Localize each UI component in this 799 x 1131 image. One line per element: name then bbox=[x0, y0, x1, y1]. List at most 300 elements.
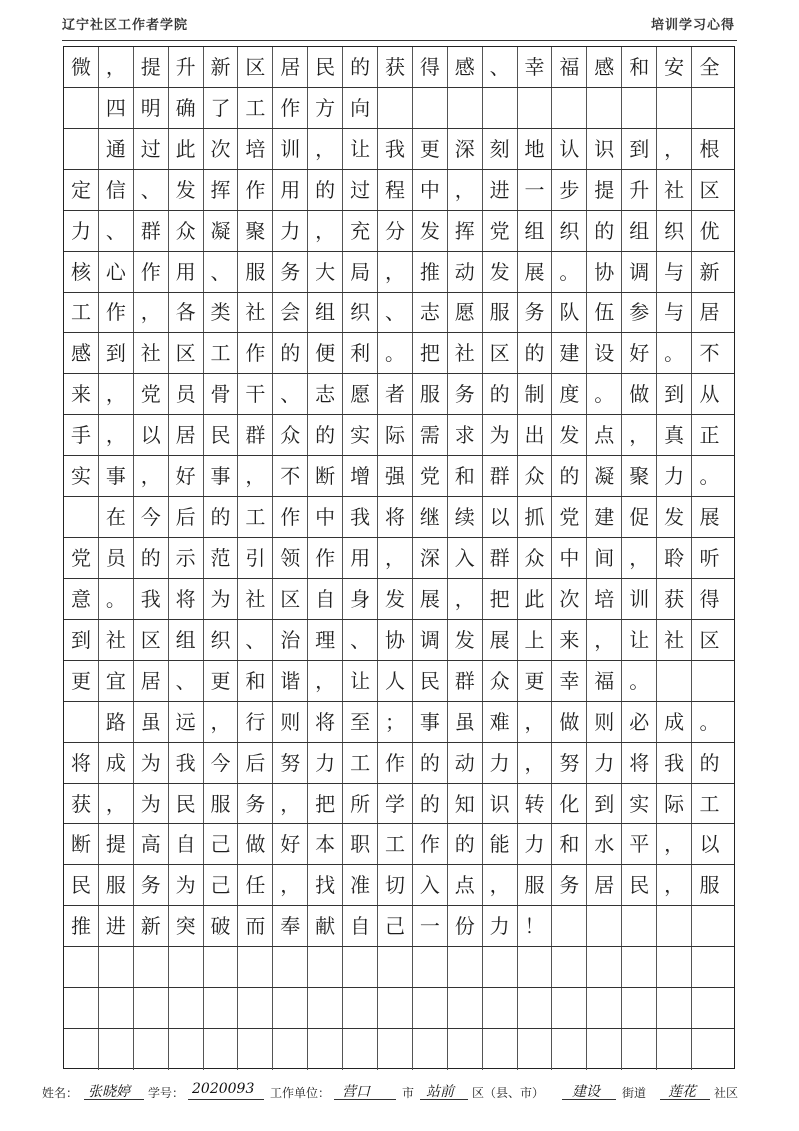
grid-cell: ， bbox=[518, 702, 553, 742]
grid-cell: 宜 bbox=[99, 661, 134, 701]
grid-cell: 全 bbox=[699, 54, 720, 79]
grid-cell: 虽 bbox=[448, 702, 483, 742]
grid-cell: 好 bbox=[622, 333, 657, 373]
grid-row bbox=[64, 579, 734, 620]
grid-cell: 己 bbox=[204, 824, 239, 864]
grid-cell: 群 bbox=[134, 211, 169, 251]
grid-cell: 者 bbox=[378, 374, 413, 414]
grid-cell: 把 bbox=[413, 333, 448, 373]
grid-cell: 化 bbox=[552, 784, 587, 824]
grid-cell: 为 bbox=[134, 743, 169, 783]
city-label: 市 bbox=[402, 1086, 415, 1100]
grid-cell: 程 bbox=[378, 170, 413, 210]
grid-cell: 认 bbox=[552, 129, 587, 169]
grid-cell: 发 bbox=[169, 170, 204, 210]
grid-cell: 点 bbox=[587, 415, 622, 455]
grid-cell: 利 bbox=[343, 333, 378, 373]
grid-cell: 需 bbox=[413, 415, 448, 455]
grid-row bbox=[64, 538, 734, 579]
grid-cell: ， bbox=[378, 538, 413, 578]
grid-cell: 区 bbox=[238, 47, 273, 87]
grid-cell bbox=[413, 988, 448, 1028]
grid-cell: 为 bbox=[134, 784, 169, 824]
grid-cell: 的 bbox=[518, 333, 553, 373]
grid-cell: 聚 bbox=[238, 211, 273, 251]
grid-cell: 幸 bbox=[518, 47, 553, 87]
grid-cell: 后 bbox=[238, 743, 273, 783]
grid-cell: 用 bbox=[343, 538, 378, 578]
grid-row bbox=[64, 333, 734, 374]
grid-cell: ， bbox=[99, 415, 134, 455]
grid-cell: 福 bbox=[552, 47, 587, 87]
grid-cell: 动 bbox=[448, 252, 483, 292]
grid-cell bbox=[99, 988, 134, 1028]
grid-cell: 务 bbox=[552, 865, 587, 905]
grid-cell: 众 bbox=[169, 211, 204, 251]
grid-cell: 的 bbox=[204, 497, 239, 537]
grid-cell: 新 bbox=[204, 47, 239, 87]
grid-cell: 协 bbox=[587, 252, 622, 292]
grid-cell: 把 bbox=[483, 579, 518, 619]
grid-cell: 民 bbox=[622, 865, 657, 905]
grid-cell: 力 bbox=[308, 743, 343, 783]
grid-cell: 民 bbox=[169, 784, 204, 824]
grid-cell: 协 bbox=[378, 620, 413, 660]
grid-row bbox=[64, 824, 734, 865]
grid-cell bbox=[692, 947, 727, 987]
city-underline bbox=[334, 1099, 396, 1100]
grid-cell: ， bbox=[448, 579, 483, 619]
grid-cell: 展 bbox=[413, 579, 448, 619]
grid-cell: 心 bbox=[99, 252, 134, 292]
grid-cell: 发 bbox=[483, 252, 518, 292]
grid-row bbox=[64, 456, 734, 497]
grid-cell bbox=[169, 1029, 204, 1070]
grid-cell: ， bbox=[657, 129, 692, 169]
grid-cell: 训 bbox=[622, 579, 657, 619]
grid-cell: 民 bbox=[204, 415, 239, 455]
grid-cell: 从 bbox=[699, 382, 720, 407]
grid-cell: 、 bbox=[134, 170, 169, 210]
grid-cell: 群 bbox=[238, 415, 273, 455]
grid-cell: 类 bbox=[204, 293, 239, 333]
grid-cell: 我 bbox=[169, 743, 204, 783]
grid-cell: 作 bbox=[238, 333, 273, 373]
grid-cell: 到 bbox=[587, 784, 622, 824]
grid-row bbox=[64, 88, 734, 129]
grid-cell: 凝 bbox=[204, 211, 239, 251]
grid-cell: 谐 bbox=[273, 661, 308, 701]
grid-cell: 的 bbox=[483, 374, 518, 414]
grid-cell: 组 bbox=[622, 211, 657, 251]
grid-cell: 。 bbox=[552, 252, 587, 292]
grid-cell: 区 bbox=[483, 333, 518, 373]
grid-cell: 确 bbox=[169, 88, 204, 128]
grid-cell: 社 bbox=[99, 620, 134, 660]
grid-cell bbox=[657, 88, 692, 128]
grid-cell bbox=[552, 988, 587, 1028]
grid-cell: 点 bbox=[448, 865, 483, 905]
grid-cell: 升 bbox=[169, 47, 204, 87]
grid-cell: 聆 bbox=[657, 538, 692, 578]
grid-cell: 、 bbox=[343, 620, 378, 660]
grid-cell: 了 bbox=[204, 88, 239, 128]
grid-cell: 、 bbox=[169, 661, 204, 701]
grid-cell: 和 bbox=[622, 47, 657, 87]
grid-cell: 挥 bbox=[204, 170, 239, 210]
grid-cell: 次 bbox=[204, 129, 239, 169]
grid-cell: ， bbox=[622, 415, 657, 455]
grid-cell: 区 bbox=[273, 579, 308, 619]
grid-cell: 好 bbox=[169, 456, 204, 496]
grid-cell: 工 bbox=[238, 497, 273, 537]
grid-cell: 众 bbox=[518, 538, 553, 578]
grid-cell: 党 bbox=[552, 497, 587, 537]
grid-cell: 努 bbox=[273, 743, 308, 783]
grid-cell: 力 bbox=[64, 211, 99, 251]
grid-cell: ， bbox=[483, 865, 518, 905]
grid-cell: 更 bbox=[204, 661, 239, 701]
grid-cell bbox=[692, 88, 727, 128]
grid-row bbox=[64, 743, 734, 784]
grid-cell: 促 bbox=[622, 497, 657, 537]
grid-cell: ， bbox=[273, 784, 308, 824]
grid-cell bbox=[657, 661, 692, 701]
grid-cell: 展 bbox=[699, 505, 720, 530]
grid-cell: ， bbox=[378, 252, 413, 292]
grid-cell: 力 bbox=[273, 211, 308, 251]
grid-cell: 感 bbox=[448, 47, 483, 87]
grid-cell: 来 bbox=[64, 374, 99, 414]
grid-cell: 社 bbox=[657, 620, 692, 660]
grid-cell: 、 bbox=[483, 47, 518, 87]
grid-cell: 社 bbox=[657, 170, 692, 210]
grid-cell bbox=[518, 947, 553, 987]
grid-cell: ， bbox=[518, 743, 553, 783]
grid-cell: 事 bbox=[99, 456, 134, 496]
grid-cell: 身 bbox=[343, 579, 378, 619]
grid-cell: 分 bbox=[378, 211, 413, 251]
grid-cell: 和 bbox=[448, 456, 483, 496]
street-label: 街道 bbox=[622, 1086, 647, 1100]
grid-cell: 民 bbox=[64, 865, 99, 905]
grid-cell: 群 bbox=[448, 661, 483, 701]
grid-cell: 上 bbox=[518, 620, 553, 660]
grid-cell: 此 bbox=[518, 579, 553, 619]
grid-row bbox=[64, 374, 734, 415]
unit-label: 工作单位： bbox=[270, 1086, 331, 1100]
grid-cell: 手 bbox=[64, 415, 99, 455]
grid-row bbox=[64, 211, 734, 252]
grid-cell: 组 bbox=[308, 293, 343, 333]
grid-cell bbox=[657, 947, 692, 987]
grid-cell: 而 bbox=[238, 906, 273, 946]
grid-cell: 破 bbox=[204, 906, 239, 946]
grid-cell: 为 bbox=[204, 579, 239, 619]
grid-cell: 的 bbox=[587, 211, 622, 251]
grid-cell: 福 bbox=[587, 661, 622, 701]
grid-cell bbox=[413, 947, 448, 987]
grid-cell: 作 bbox=[273, 497, 308, 537]
grid-cell: 的 bbox=[134, 538, 169, 578]
grid-cell: 识 bbox=[483, 784, 518, 824]
grid-cell: 高 bbox=[134, 824, 169, 864]
grid-row bbox=[64, 661, 734, 702]
grid-cell: 培 bbox=[238, 129, 273, 169]
grid-cell: 发 bbox=[552, 415, 587, 455]
grid-cell: 发 bbox=[657, 497, 692, 537]
grid-cell bbox=[518, 988, 553, 1028]
grid-cell bbox=[587, 988, 622, 1028]
grid-cell: 做 bbox=[552, 702, 587, 742]
grid-cell bbox=[169, 947, 204, 987]
grid-cell: 更 bbox=[518, 661, 553, 701]
grid-cell: 服 bbox=[413, 374, 448, 414]
grid-cell: 今 bbox=[134, 497, 169, 537]
grid-cell: 我 bbox=[657, 743, 692, 783]
grid-cell: 引 bbox=[238, 538, 273, 578]
grid-cell bbox=[587, 947, 622, 987]
grid-cell: 理 bbox=[308, 620, 343, 660]
grid-cell bbox=[134, 947, 169, 987]
grid-cell bbox=[343, 1029, 378, 1070]
grid-cell: 以 bbox=[483, 497, 518, 537]
grid-cell: ！ bbox=[518, 906, 553, 946]
grid-cell bbox=[378, 1029, 413, 1070]
grid-cell: ， bbox=[134, 293, 169, 333]
grid-cell: 正 bbox=[699, 423, 720, 448]
grid-cell bbox=[64, 88, 99, 128]
grid-cell: 更 bbox=[64, 661, 99, 701]
grid-cell: 实 bbox=[622, 784, 657, 824]
essay-grid bbox=[63, 46, 735, 1069]
grid-cell: 提 bbox=[134, 47, 169, 87]
grid-cell: 准 bbox=[343, 865, 378, 905]
grid-cell bbox=[622, 988, 657, 1028]
grid-cell: 到 bbox=[64, 620, 99, 660]
grid-cell: 的 bbox=[273, 333, 308, 373]
grid-cell bbox=[483, 947, 518, 987]
grid-cell: 的 bbox=[343, 47, 378, 87]
grid-cell: 的 bbox=[552, 456, 587, 496]
grid-cell: ， bbox=[99, 784, 134, 824]
grid-cell: 得 bbox=[413, 47, 448, 87]
grid-cell: 居 bbox=[587, 865, 622, 905]
grid-cell: 作 bbox=[238, 170, 273, 210]
grid-cell: 干 bbox=[238, 374, 273, 414]
district-value: 站前 bbox=[426, 1084, 454, 1100]
grid-cell: 。 bbox=[699, 709, 720, 734]
grid-cell: 定 bbox=[64, 170, 99, 210]
grid-row bbox=[64, 497, 734, 538]
grid-cell: 实 bbox=[64, 456, 99, 496]
grid-cell bbox=[692, 661, 727, 701]
grid-cell: 信 bbox=[99, 170, 134, 210]
grid-cell: 将 bbox=[64, 743, 99, 783]
grid-cell: 的 bbox=[448, 824, 483, 864]
grid-cell bbox=[448, 947, 483, 987]
grid-cell: 入 bbox=[413, 865, 448, 905]
grid-cell: 度 bbox=[552, 374, 587, 414]
grid-cell: 织 bbox=[657, 211, 692, 251]
grid-cell: 工 bbox=[64, 293, 99, 333]
grid-cell: 微 bbox=[64, 47, 99, 87]
grid-cell: 中 bbox=[413, 170, 448, 210]
grid-cell: 用 bbox=[273, 170, 308, 210]
grid-cell: 服 bbox=[99, 865, 134, 905]
grid-cell: 作 bbox=[378, 743, 413, 783]
community-value: 莲花 bbox=[668, 1084, 696, 1100]
grid-cell: 服 bbox=[238, 252, 273, 292]
grid-cell: 求 bbox=[448, 415, 483, 455]
grid-cell bbox=[64, 988, 99, 1028]
grid-cell: 群 bbox=[483, 456, 518, 496]
grid-cell: 优 bbox=[699, 218, 720, 243]
grid-cell bbox=[622, 947, 657, 987]
grid-cell: 的 bbox=[308, 170, 343, 210]
grid-cell: 工 bbox=[343, 743, 378, 783]
grid-cell: 居 bbox=[699, 300, 720, 325]
grid-cell bbox=[99, 1029, 134, 1070]
grid-cell bbox=[448, 1029, 483, 1070]
grid-cell: 获 bbox=[378, 47, 413, 87]
grid-cell: 幸 bbox=[552, 661, 587, 701]
grid-cell: 水 bbox=[587, 824, 622, 864]
grid-cell: 志 bbox=[413, 293, 448, 333]
grid-cell: 设 bbox=[587, 333, 622, 373]
grid-cell: 际 bbox=[657, 784, 692, 824]
grid-cell: 安 bbox=[657, 47, 692, 87]
grid-cell: 社 bbox=[134, 333, 169, 373]
grid-cell: 居 bbox=[273, 47, 308, 87]
grid-cell: 进 bbox=[99, 906, 134, 946]
grid-cell: 职 bbox=[343, 824, 378, 864]
grid-cell: 力 bbox=[483, 906, 518, 946]
grid-cell: 切 bbox=[378, 865, 413, 905]
grid-cell: 聚 bbox=[622, 456, 657, 496]
grid-cell: 为 bbox=[169, 865, 204, 905]
grid-cell bbox=[692, 906, 727, 946]
grid-cell: 我 bbox=[343, 497, 378, 537]
grid-cell: 。 bbox=[657, 333, 692, 373]
grid-cell: 将 bbox=[308, 702, 343, 742]
grid-cell: 获 bbox=[657, 579, 692, 619]
grid-cell: 推 bbox=[413, 252, 448, 292]
grid-cell: 治 bbox=[273, 620, 308, 660]
grid-cell: 员 bbox=[169, 374, 204, 414]
grid-cell: 示 bbox=[169, 538, 204, 578]
grid-cell bbox=[343, 988, 378, 1028]
grid-cell: ， bbox=[273, 865, 308, 905]
grid-cell: 真 bbox=[657, 415, 692, 455]
grid-cell bbox=[273, 1029, 308, 1070]
grid-cell bbox=[518, 88, 553, 128]
grid-cell: 刻 bbox=[483, 129, 518, 169]
grid-cell: 过 bbox=[343, 170, 378, 210]
grid-cell bbox=[622, 906, 657, 946]
grid-cell: ， bbox=[657, 824, 692, 864]
grid-cell bbox=[622, 88, 657, 128]
grid-cell: ， bbox=[99, 47, 134, 87]
grid-cell: 步 bbox=[552, 170, 587, 210]
grid-cell: 行 bbox=[238, 702, 273, 742]
grid-cell: 作 bbox=[413, 824, 448, 864]
grid-cell: 出 bbox=[518, 415, 553, 455]
grid-cell: 事 bbox=[413, 702, 448, 742]
grid-cell: 服 bbox=[518, 865, 553, 905]
grid-cell bbox=[64, 702, 99, 742]
grid-cell: 意 bbox=[64, 579, 99, 619]
district-label: 区（县、市） bbox=[472, 1086, 545, 1100]
grid-cell: 制 bbox=[518, 374, 553, 414]
grid-cell: 我 bbox=[378, 129, 413, 169]
grid-cell: 继 bbox=[413, 497, 448, 537]
grid-cell bbox=[587, 1029, 622, 1070]
header-divider bbox=[62, 40, 737, 41]
grid-cell: ； bbox=[378, 702, 413, 742]
grid-cell bbox=[552, 906, 587, 946]
grid-cell: 队 bbox=[552, 293, 587, 333]
grid-cell: ， bbox=[308, 129, 343, 169]
grid-cell: 力 bbox=[518, 824, 553, 864]
grid-cell: 和 bbox=[238, 661, 273, 701]
grid-cell: 则 bbox=[587, 702, 622, 742]
grid-cell: 四 bbox=[99, 88, 134, 128]
grid-cell: 事 bbox=[204, 456, 239, 496]
grid-cell: 把 bbox=[308, 784, 343, 824]
grid-cell: 务 bbox=[238, 784, 273, 824]
grid-cell bbox=[238, 947, 273, 987]
header-org: 辽宁社区工作者学院 bbox=[62, 18, 189, 33]
grid-cell: 民 bbox=[308, 47, 343, 87]
grid-cell bbox=[64, 1029, 99, 1070]
grid-cell bbox=[622, 1029, 657, 1070]
grid-cell: 织 bbox=[343, 293, 378, 333]
grid-cell: 区 bbox=[169, 333, 204, 373]
grid-cell: 学 bbox=[378, 784, 413, 824]
street-value: 建设 bbox=[572, 1084, 600, 1100]
grid-cell: 。 bbox=[99, 579, 134, 619]
grid-cell: 愿 bbox=[448, 293, 483, 333]
grid-cell: 升 bbox=[622, 170, 657, 210]
grid-cell: 己 bbox=[204, 865, 239, 905]
grid-cell: 以 bbox=[134, 415, 169, 455]
grid-row bbox=[64, 293, 734, 334]
grid-cell: 社 bbox=[448, 333, 483, 373]
grid-cell: 发 bbox=[413, 211, 448, 251]
grid-cell: 。 bbox=[699, 464, 720, 489]
grid-cell: 实 bbox=[343, 415, 378, 455]
grid-cell: 断 bbox=[308, 456, 343, 496]
grid-cell bbox=[169, 988, 204, 1028]
grid-cell: 作 bbox=[134, 252, 169, 292]
grid-cell: 让 bbox=[343, 661, 378, 701]
grid-cell: 领 bbox=[273, 538, 308, 578]
grid-cell: ， bbox=[448, 170, 483, 210]
grid-cell bbox=[378, 988, 413, 1028]
grid-cell bbox=[378, 947, 413, 987]
grid-cell: 伍 bbox=[587, 293, 622, 333]
grid-cell: ， bbox=[657, 865, 692, 905]
grid-cell: 进 bbox=[483, 170, 518, 210]
grid-cell: 建 bbox=[552, 333, 587, 373]
grid-cell: 得 bbox=[699, 586, 720, 611]
grid-cell bbox=[238, 988, 273, 1028]
grid-cell: 与 bbox=[657, 293, 692, 333]
grid-row bbox=[64, 415, 734, 456]
grid-cell: 后 bbox=[169, 497, 204, 537]
grid-cell: 好 bbox=[273, 824, 308, 864]
